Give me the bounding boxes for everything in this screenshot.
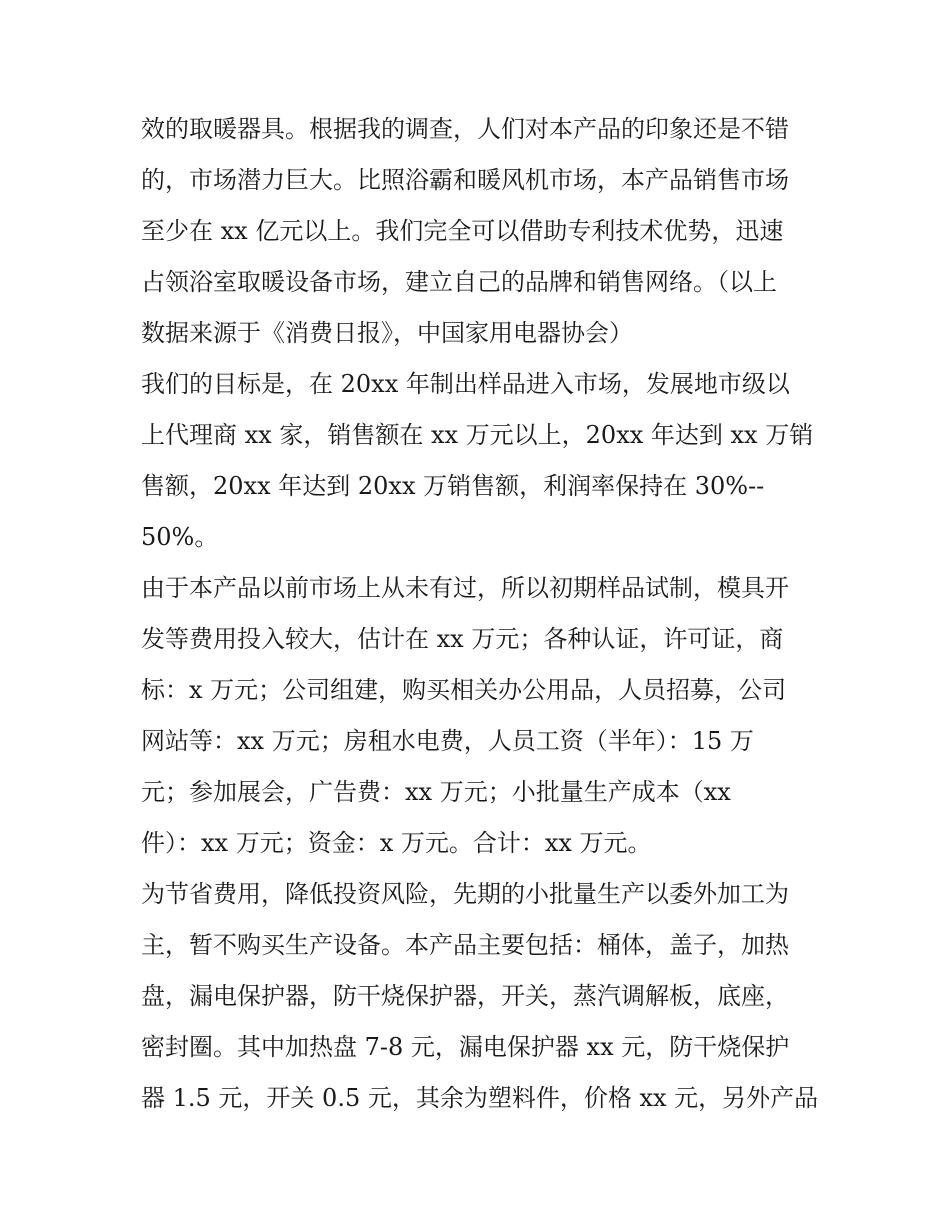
paragraph-goals: [141, 359, 821, 563]
text-line: 的，市场潜力巨大。比照浴霸和暖风机市场，本产品销售市场: [141, 166, 789, 194]
text-line: 占领浴室取暖设备市场，建立自己的品牌和销售网络。（以上: [141, 268, 777, 296]
paragraph-production: [141, 869, 821, 1124]
text-line: 件）：xx 万元；资金：x 万元。合计：xx 万元。: [141, 829, 652, 857]
text-line: 效的取暖器具。根据我的调查，人们对本产品的印象还是不错: [141, 115, 789, 143]
text-line: 密封圈。其中加热盘 7-8 元，漏电保护器 xx 元，防干烧保护: [141, 1033, 790, 1061]
text-line: 发等费用投入较大，估计在 xx 万元；各种认证，许可证，商: [141, 625, 784, 653]
text-line: 由于本产品以前市场上从未有过，所以初期样品试制，模具开: [141, 574, 789, 602]
text-line: 上代理商 xx 家，销售额在 xx 万元以上，20xx 年达到 xx 万销: [141, 421, 814, 449]
text-line: 标：x 万元；公司组建，购买相关办公用品，人员招募，公司: [141, 676, 787, 704]
text-line: 元；参加展会，广告费：xx 万元；小批量生产成本（xx: [141, 778, 731, 806]
text-line: 为节省费用，降低投资风险，先期的小批量生产以委外加工为: [141, 880, 789, 908]
text-line: 主，暂不购买生产设备。本产品主要包括：桶体，盖子，加热: [141, 931, 789, 959]
text-line: 网站等：xx 万元；房租水电费，人员工资（半年）：15 万: [141, 727, 754, 755]
text-line: 器 1.5 元，开关 0.5 元，其余为塑料件，价格 xx 元，另外产品: [141, 1084, 819, 1112]
text-line: 售额，20xx 年达到 20xx 万销售额，利润率保持在 30%--: [141, 472, 765, 500]
text-line: 我们的目标是，在 20xx 年制出样品进入市场，发展地市级以: [141, 370, 790, 398]
paragraph-costs: [141, 563, 821, 869]
text-line: 数据来源于《消费日报》，中国家用电器协会）: [141, 319, 633, 347]
document-body: [141, 104, 821, 1124]
paragraph-market-potential: [141, 104, 821, 359]
text-line: 50%。: [141, 523, 219, 551]
text-line: 盘，漏电保护器，防干烧保护器，开关，蒸汽调解板，底座，: [141, 982, 789, 1010]
text-line: 至少在 xx 亿元以上。我们完全可以借助专利技术优势，迅速: [141, 217, 784, 245]
